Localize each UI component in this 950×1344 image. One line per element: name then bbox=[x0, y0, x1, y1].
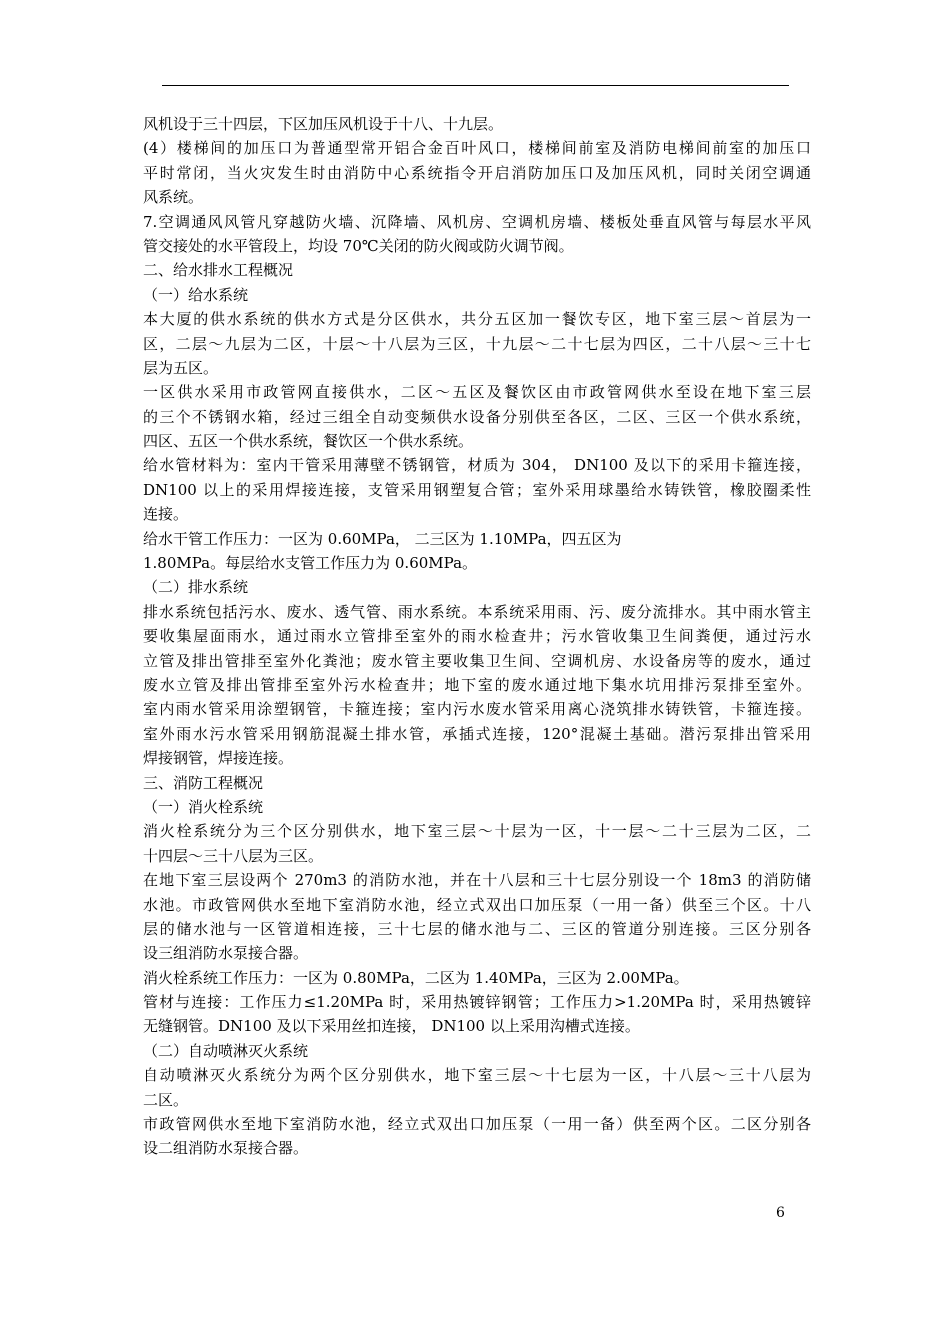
text-line: 室内雨水管采用涂塑钢管，卡箍连接；室内污水废水管采用离心浇筑排水铸铁管，卡箍连接。 bbox=[143, 700, 811, 719]
text-line: 层的储水池与一区管道相连接，三十七层的储水池与二、三区的管道分别连接。三区分别各 bbox=[143, 919, 811, 938]
subsection-heading: （二）自动喷淋灭火系统 bbox=[143, 1041, 309, 1060]
text-line: 在地下室三层设两个 270m3 的消防水池，并在十八层和三十七层分别设一个 18m3 的消防储 bbox=[143, 871, 811, 890]
text-line: 平时常闭，当火灾发生时由消防中心系统指令开启消防加压口及加压风机，同时关闭空调通 bbox=[143, 163, 811, 182]
text-line: 无缝钢管。DN100 及以下采用丝扣连接， DN100 以上采用沟槽式连接。 bbox=[143, 1017, 640, 1036]
text-line: 排水系统包括污水、废水、透气管、雨水系统。本系统采用雨、污、废分流排水。其中雨水管主 bbox=[143, 602, 811, 621]
text-line: 管交接处的水平管段上，均设 70℃关闭的防火阀或防火调节阀。 bbox=[143, 236, 574, 255]
text-line: 水池。市政管网供水至地下室消防水池，经立式双出口加压泵（一用一备）供至三个区。十八 bbox=[143, 895, 811, 914]
text-line: 消火栓系统分为三个区分别供水，地下室三层～十层为一区，十一层～二十三层为二区，二 bbox=[143, 822, 811, 841]
page-number: 6 bbox=[776, 1205, 785, 1221]
text-line: 十四层～三十八层为三区。 bbox=[143, 846, 324, 865]
text-line: 管材与连接：工作压力≤1.20MPa 时，采用热镀锌钢管；工作压力>1.20MPa 时，采用热镀锌 bbox=[143, 993, 811, 1012]
text-line: 自动喷淋灭火系统分为两个区分别供水，地下室三层～十七层为一区，十八层～三十八层为 bbox=[143, 1066, 811, 1085]
subsection-heading: （一）给水系统 bbox=[143, 285, 249, 304]
text-line: 市政管网供水至地下室消防水池，经立式双出口加压泵（一用一备）供至两个区。二区分别各 bbox=[143, 1115, 811, 1134]
text-line: 给水管材料为：室内干管采用薄壁不锈钢管，材质为 304， DN100 及以下的采用卡箍连接， bbox=[143, 456, 811, 475]
text-line: 连接。 bbox=[143, 505, 189, 524]
text-line: 层为五区。 bbox=[143, 358, 219, 377]
text-line: (4）楼梯间的加压口为普通型常开铝合金百叶风口，楼梯间前室及消防电梯间前室的加压口 bbox=[143, 139, 811, 158]
text-line: 风系统。 bbox=[143, 188, 204, 207]
text-line: 消火栓系统工作压力：一区为 0.80MPa，二区为 1.40MPa，三区为 2.00MPa。 bbox=[143, 968, 689, 987]
text-line: 的三个不锈钢水箱，经过三组全自动变频供水设备分别供至各区，二区、三区一个供水系统， bbox=[143, 407, 811, 426]
text-line: 1.80MPa。每层给水支管工作压力为 0.60MPa。 bbox=[143, 554, 478, 573]
text-line: 7.空调通风风管凡穿越防火墙、沉降墙、风机房、空调机房墙、楼板处垂直风管与每层水平风 bbox=[143, 212, 811, 231]
header-rule bbox=[162, 85, 789, 86]
text-line: 立管及排出管排至室外化粪池；废水管主要收集卫生间、空调机房、水设备房等的废水，通过 bbox=[143, 651, 811, 670]
subsection-heading: （二）排水系统 bbox=[143, 578, 249, 597]
text-line: DN100 以上的采用焊接连接，支管采用钢塑复合管；室外采用球墨给水铸铁管，橡胶圈柔性 bbox=[143, 480, 811, 499]
text-line: 给水干管工作压力：一区为 0.60MPa， 二三区为 1.10MPa，四五区为 bbox=[143, 529, 622, 548]
text-line: 废水立管及排出管排至室外污水检查井；地下室的废水通过地下集水坑用排污泵排至室外。 bbox=[143, 675, 811, 694]
section-heading: 三、消防工程概况 bbox=[143, 773, 264, 792]
subsection-heading: （一）消火栓系统 bbox=[143, 797, 264, 816]
body-text bbox=[143, 112, 811, 1161]
text-line: 设二组消防水泵接合器。 bbox=[143, 1139, 309, 1158]
text-line: 区，二层～九层为二区，十层～十八层为三区，十九层～二十七层为四区，二十八层～三十七 bbox=[143, 334, 811, 353]
text-line: 一区供水采用市政管网直接供水，二区～五区及餐饮区由市政管网供水至设在地下室三层 bbox=[143, 383, 811, 402]
text-line: 四区、五区一个供水系统，餐饮区一个供水系统。 bbox=[143, 432, 474, 451]
text-line: 室外雨水污水管采用钢筋混凝土排水管，承插式连接，120°混凝土基础。潜污泵排出管采用 bbox=[143, 724, 811, 743]
text-line: 设三组消防水泵接合器。 bbox=[143, 944, 309, 963]
text-line: 焊接钢管，焊接连接。 bbox=[143, 749, 294, 768]
text-line: 要收集屋面雨水，通过雨水立管排至室外的雨水检查井；污水管收集卫生间粪便，通过污水 bbox=[143, 627, 811, 646]
text-line: 本大厦的供水系统的供水方式是分区供水，共分五区加一餐饮专区，地下室三层～首层为一 bbox=[143, 310, 811, 329]
text-line: 风机设于三十四层，下区加压风机设于十八、十九层。 bbox=[143, 115, 504, 133]
section-heading: 二、给水排水工程概况 bbox=[143, 261, 294, 280]
text-line: 二区。 bbox=[143, 1090, 189, 1109]
